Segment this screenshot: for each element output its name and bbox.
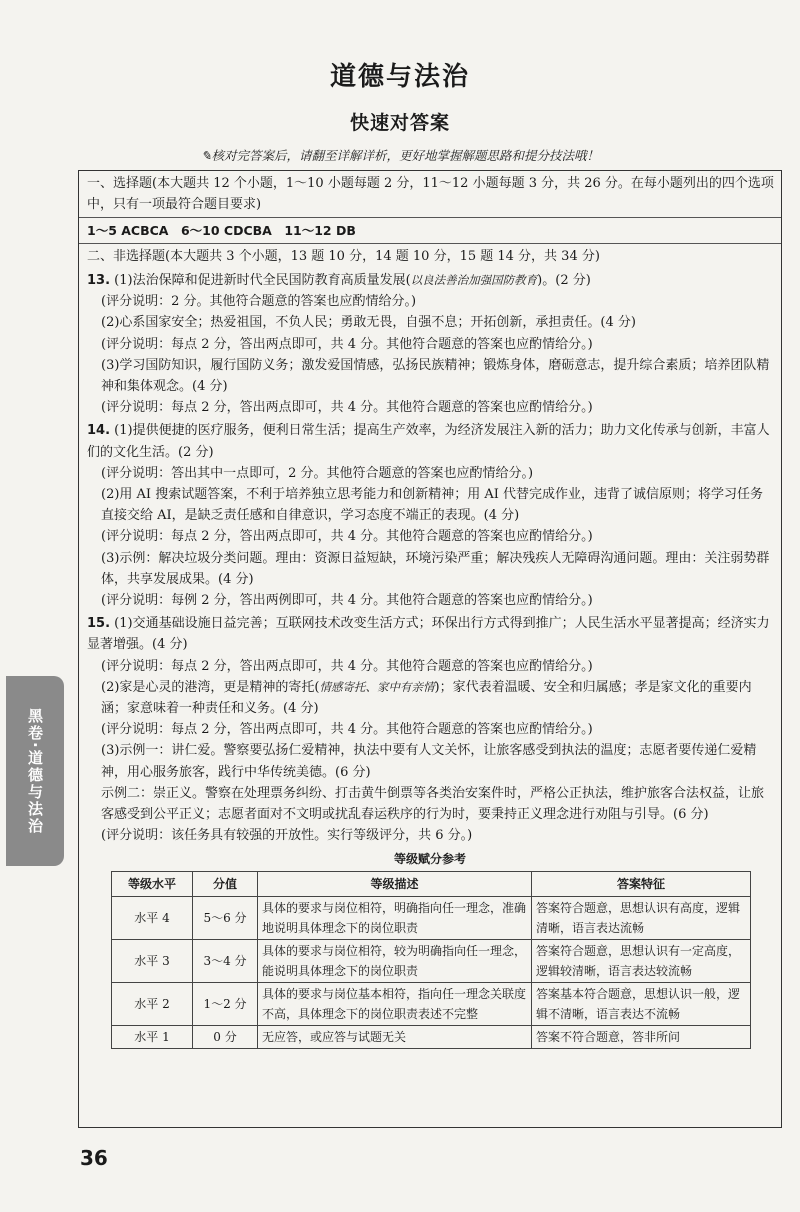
table-row [112, 940, 751, 983]
cell-features: 答案基本符合题意，思想认识一般，逻辑不清晰，语言表达不流畅 [532, 983, 751, 1026]
table-row [112, 1026, 751, 1049]
cell-score: 5～6 分 [193, 897, 258, 940]
cell-level: 水平 1 [112, 1026, 193, 1049]
q14-line4: (评分说明：每点 2 分，答出两点即可，共 4 分。其他符合题意的答案也应酌情给分。) [101, 529, 593, 545]
q13-number: 13. [87, 273, 111, 288]
q14-number: 14. [87, 423, 111, 439]
table-row [112, 897, 751, 940]
cell-description: 具体的要求与岗位基本相符，指向任一理念关联度不高，具体理念下的岗位职责表述不完整 [258, 983, 532, 1026]
q14-line6: (评分说明：每例 2 分，答出两例即可，共 4 分。其他符合题意的答案也应酌情给分。) [101, 593, 593, 609]
q15-line7: (评分说明：该任务具有较强的开放性。实行等级评分，共 6 分。) [101, 828, 473, 844]
q15-line3c: )；家代表着温暖、安全和归属感；孝是家文化的重要内涵；家意味着一种责任和义务。(4 分) [101, 679, 752, 717]
instruction-note [0, 146, 800, 164]
q13-line3: (2)心系国家安全；热爱祖国，不负人民；勇敢无畏，自强不息；开拓创新，承担责任。(4 分) [101, 315, 636, 331]
col-score: 分值 [193, 872, 258, 897]
cell-score: 1～2 分 [193, 983, 258, 1026]
cell-score: 0 分 [193, 1026, 258, 1049]
col-description: 等级描述 [258, 872, 532, 897]
section-choice [79, 171, 781, 217]
q13-line4: (评分说明：每点 2 分，答出两点即可，共 4 分。其他符合题意的答案也应酌情给分。) [101, 336, 593, 352]
q15-line6: 示例二：崇正义。警察在处理票务纠纷、打击黄牛倒票等各类治安案件时，严格公正执法，维护旅客合法权益，让旅客感受到公平正义；志愿者面对不文明或扰乱春运秩序的行为时，要秉持正义理念进行劝阻与引导。(6 分) [101, 785, 765, 823]
q15-line4: (评分说明：每点 2 分，答出两点即可，共 4 分。其他符合题意的答案也应酌情给分。) [101, 722, 593, 738]
q13-line5: (3)学习国防知识，履行国防义务；激发爱国情感，弘扬民族精神；锻炼身体，磨砺意志，提升综合素质；培养团队精神和集体观念。(4 分) [101, 357, 770, 395]
answer-frame [78, 170, 782, 1128]
cell-description: 无应答，或应答与试题无关 [258, 1026, 532, 1049]
q14-line5: (3)示例：解决垃圾分类问题。理由：资源日益短缺，环境污染严重；解决残疾人无障碍沟通问题。理由：关注弱势群体，共享发展成果。(4 分) [101, 550, 770, 587]
table-row [112, 983, 751, 1026]
question-13 [79, 269, 781, 419]
cell-level: 水平 4 [112, 897, 193, 940]
q15-line3b: 情感寄托、家中有亲情 [319, 679, 435, 694]
cell-score: 3～4 分 [193, 940, 258, 983]
q14-line1: (1)提供便捷的医疗服务，便利日常生活；提高生产效率，为经济发展注入新的活力；助力文化传承与创新，丰富人们的文化生活。(2 分) [87, 423, 770, 460]
q15-line3a: (2)家是心灵的港湾，更是精神的寄托( [101, 679, 320, 695]
q13-line6: (评分说明：每点 2 分，答出两点即可，共 4 分。其他符合题意的答案也应酌情给分。) [101, 400, 593, 416]
q14-line3: (2)用 AI 搜索试题答案，不利于培养独立思考能力和创新精神；用 AI 代替完成作业，违背了诚信原则；将学习任务直接交给 AI，是缺乏责任感和自律意识，学习态度不端正的表现。(4 分) [101, 487, 763, 524]
question-15 [79, 612, 781, 847]
note-text: 核对完答案后，请翻至详解详析，更好地掌握解题思路和提分技法哦！ [211, 148, 599, 163]
section-open-heading: 二、非选择题(本大题共 3 个小题，13 题 10 分，14 题 10 分，15 题 14 分，共 34 分) [87, 249, 600, 264]
q14-line2: (评分说明：答出其中一点即可，2 分。其他符合题意的答案也应酌情给分。) [101, 465, 534, 481]
cell-features: 答案符合题意，思想认识有一定高度，逻辑较清晰，语言表达较流畅 [532, 940, 751, 983]
page-title: 道德与法治 [329, 62, 470, 92]
choice-answers: 1～5 ACBCA 6～10 CDCBA 11～12 DB [79, 217, 781, 243]
cell-level: 水平 2 [112, 983, 193, 1026]
q15-line2: (评分说明：每点 2 分，答出两点即可，共 4 分。其他符合题意的答案也应酌情给分。) [101, 658, 593, 674]
col-features: 答案特征 [532, 872, 751, 897]
question-14 [79, 419, 781, 612]
q15-line1: (1)交通基础设施日益完善；互联网技术改变生活方式；环保出行方式得到推广；人民生活水平显著提高；经济实力显著增强。(4 分) [87, 616, 770, 653]
q13-line1c: )。(2 分) [537, 273, 591, 288]
q15-line5: (3)示例一：讲仁爱。警察要弘扬仁爱精神，执法中要有人文关怀，让旅客感受到执法的温度；志愿者要传递仁爱精神，用心服务旅客，践行中华传统美德。(6 分) [101, 743, 757, 780]
q13-line2: (评分说明：2 分。其他符合题意的答案也应酌情给分。) [101, 294, 417, 310]
cell-features: 答案符合题意，思想认识有高度，逻辑清晰，语言表达流畅 [532, 897, 751, 940]
section-choice-heading: 一、选择题(本大题共 12 个小题，1～10 小题每题 2 分，11～12 小题每题 3 分，共 26 分。在每小题列出的四个选项中，只有一项最符合题目要求) [87, 176, 774, 212]
grading-table-header [112, 872, 751, 897]
q15-number: 15. [87, 616, 111, 632]
q13-line1a: (1)法治保障和促进新时代全民国防教育高质量发展( [114, 273, 411, 288]
q13-line1b: 以良法善治加强国防教育 [410, 273, 538, 287]
page-number: 36 [80, 1146, 108, 1170]
cell-level: 水平 3 [112, 940, 193, 983]
section-open [79, 243, 781, 269]
col-level: 等级水平 [112, 872, 193, 897]
cell-features: 答案不符合题意，答非所问 [532, 1026, 751, 1049]
side-tab-label: 黑卷·道德与法治 [6, 676, 64, 866]
cell-description: 具体的要求与岗位相符，较为明确指向任一理念，能说明具体理念下的岗位职责 [258, 940, 532, 983]
grading-table-title: 等级赋分参考 [393, 852, 466, 867]
pencil-icon: ✎ [201, 148, 212, 163]
cell-description: 具体的要求与岗位相符，明确指向任一理念，准确地说明具体理念下的岗位职责 [258, 897, 532, 940]
grading-table [111, 871, 751, 1049]
page-subtitle: 快速对答案 [349, 112, 450, 134]
